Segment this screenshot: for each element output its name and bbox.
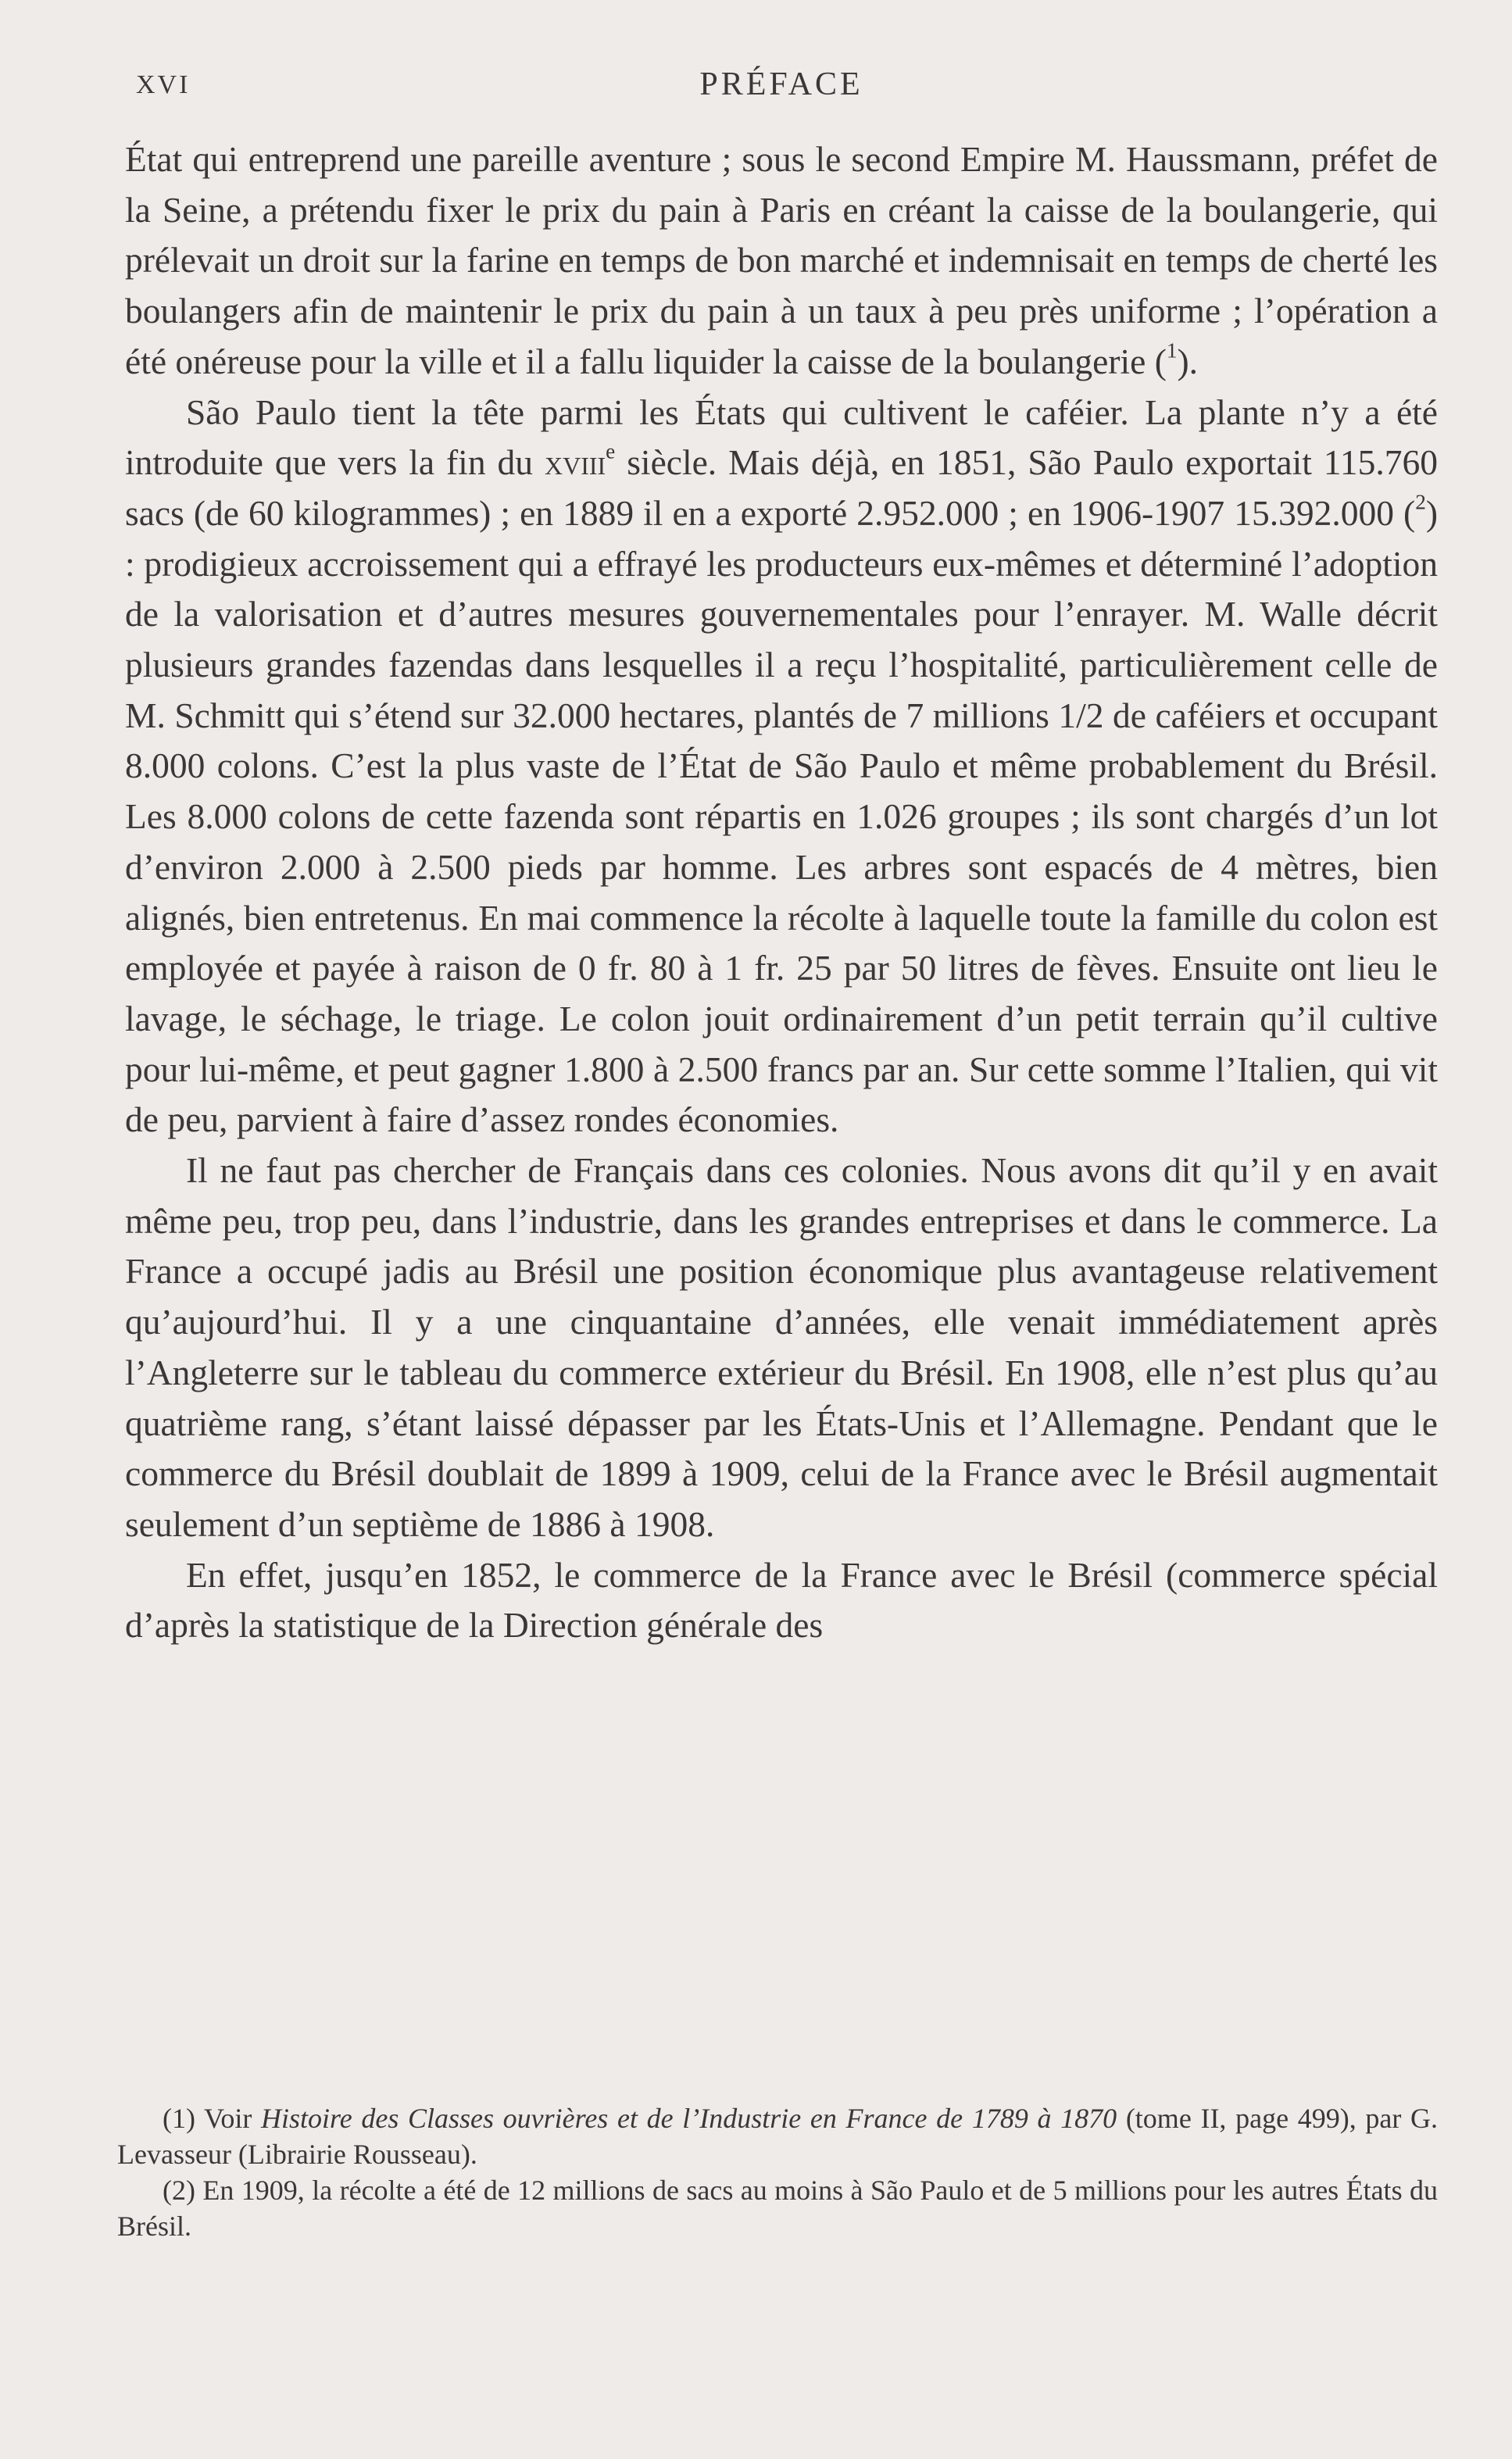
paragraph-text: São Paulo tient la tête parmi les États qui cultivent le caféier. La plante n’y a été introduite que vers la fin du xyxy=(125,391,1438,483)
footnote-1 xyxy=(117,2100,1438,2172)
paragraph-text: État qui entreprend une pareille aventure ; sous le second Empire M. Haussmann, préfet de la Seine, a prétendu fixer le prix du pain à Paris en créant la caisse de la boulangerie, qui prélevait un droit sur la farine en temps de bon marché et indemnisait en temps de cherté les boulangers afin de maintenir le prix du pain à un taux à peu près uniforme ; l’opération a été onéreuse pour la ville et il a fallu liquider la caisse de la boulangerie ( xyxy=(125,139,1438,381)
footnote-marker: (2) xyxy=(163,2175,195,2206)
page-number: XVI xyxy=(136,70,191,99)
paragraph-text: Il ne faut pas chercher de Français dans ces colonies. Nous avons dit qu’il y en avait même peu, trop peu, dans l’industrie, dans les grandes entreprises et dans le commerce. La France a occupé jadis au Brésil une position économique plus avantageuse relativement qu’aujourd’hui. Il y a une cinquantaine d’années, elle venait immédiatement après l’Angleterre sur le tableau du commerce extérieur du Brésil. En 1908, elle n’est plus qu’au quatrième rang, s’étant laissé dépasser par les États-Unis et l’Allemagne. Pendant que le commerce du Brésil doublait de 1899 à 1909, celui de la France avec le Brésil augmentait seulement d’un septième de 1886 à 1908. xyxy=(125,1150,1438,1544)
footnote-2 xyxy=(117,2172,1438,2244)
footnote-text: En 1909, la récolte a été de 12 millions de sacs au moins à São Paulo et de 5 millions pour les autres États du Brésil. xyxy=(117,2175,1438,2242)
paragraph-3 xyxy=(125,1146,1438,1550)
paragraph-text: En effet, jusqu’en 1852, le commerce de la France avec le Brésil (commerce spécial d’après la statistique de la Direction générale des xyxy=(125,1554,1438,1646)
body-text xyxy=(125,134,1438,1651)
page-header xyxy=(125,66,1438,113)
paragraph-1 xyxy=(125,134,1438,388)
century-numeral: xviii xyxy=(544,442,606,483)
paragraph-text: ) : prodigieux accroissement qui a effrayé les producteurs eux-mêmes et déterminé l’adoption de la valorisation et d’autres mesures gouvernementales pour l’enrayer. M. Walle décrit plusieurs grandes fazendas dans lesquelles il a reçu l’hospitalité, particulièrement celle de M. Schmitt qui s’étend sur 32.000 hectares, plantés de 7 millions 1/2 de caféiers et occupant 8.000 colons. C’est la plus vaste de l’État de São Paulo et même probablement du Brésil. Les 8.000 colons de cette fazenda sont répartis en 1.026 groupes ; ils sont chargés d’un lot d’environ 2.000 à 2.500 pieds par homme. Les arbres sont espacés de 4 mètres, bien alignés, bien entretenus. En mai commence la récolte à laquelle toute la famille du colon est employée et payée à raison de 0 fr. 80 à 1 fr. 25 par 50 litres de fèves. Ensuite ont lieu le lavage, le séchage, le triage. Le colon jouit ordinairement d’un petit terrain qu’il cultive pour lui-même, et peut gagner 1.800 à 2.500 francs par an. Sur cette somme l’Italien, qui vit de peu, parvient à faire d’assez rondes économies. xyxy=(125,492,1438,1140)
footnote-book-title: Histoire des Classes ouvrières et de l’Industrie en France de 1789 à 1870 xyxy=(261,2103,1117,2134)
footnote-ref: 2 xyxy=(1415,490,1426,514)
footnotes xyxy=(117,2100,1438,2244)
paragraph-4 xyxy=(125,1550,1438,1651)
footnote-marker: (1) xyxy=(163,2103,195,2134)
running-title: PRÉFACE xyxy=(699,66,863,102)
footnote-text: (tome II, page 499), par G. Levasseur (Librairie Rousseau). xyxy=(117,2103,1438,2170)
paragraph-2 xyxy=(125,388,1438,1146)
century-suffix: e xyxy=(606,439,616,463)
paragraph-text: ). xyxy=(1177,341,1199,381)
footnote-text: Voir xyxy=(195,2103,262,2134)
footnote-ref: 1 xyxy=(1166,338,1178,363)
paragraph-text: siècle. Mais déjà, en 1851, São Paulo exportait 115.760 sacs (de 60 kilogrammes) ; en 1889 il en a exporté 2.952.000 ; en 1906-1907 15.392.000 ( xyxy=(125,442,1438,533)
